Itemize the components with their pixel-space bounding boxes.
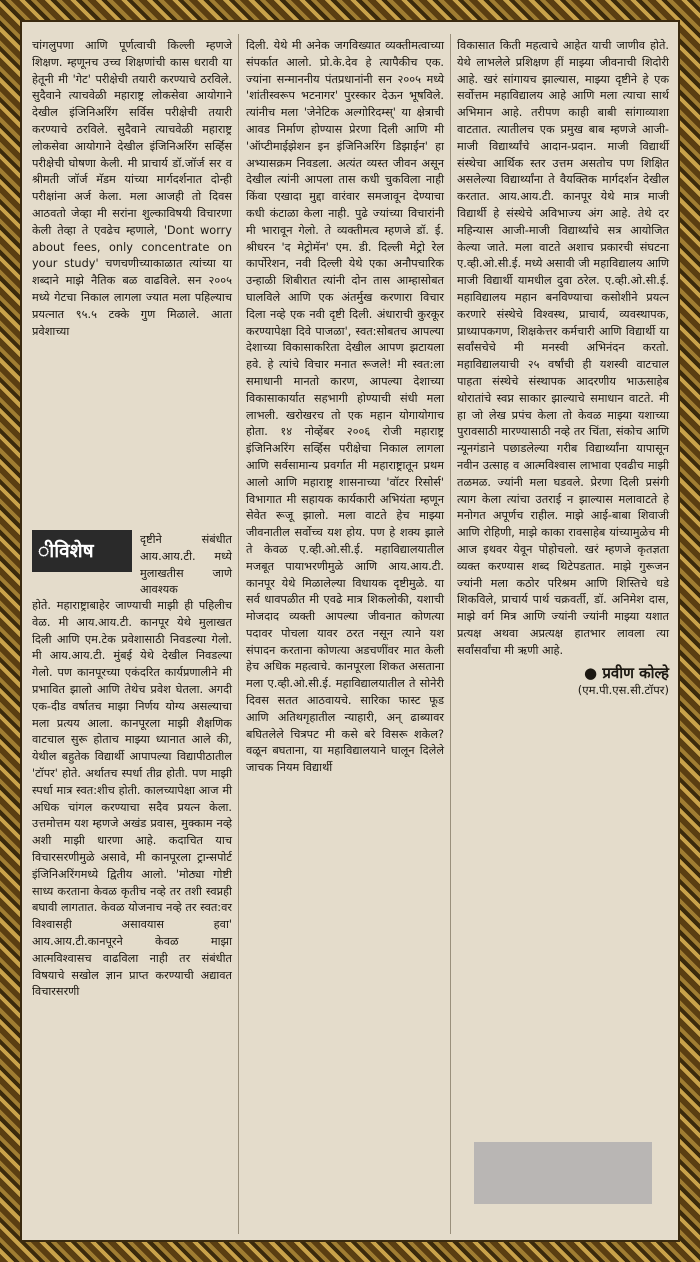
redacted-photo [474, 1142, 652, 1204]
column-rule [238, 34, 239, 1234]
column-rule [450, 34, 451, 1234]
column-3: विकासात किती महत्वाचे आहेत याची जाणीव होते. येथे लाभलेले प्रशिक्षण हीं माझ्या जीवनाची शिदोरी आहे. खरं सांगायच झाल्यास, माझ्या दृष्टीने हे एक सर्वोत्तम महाविद्यालय आहे आणि मला त्याचा सार्थ अभिमान आहे. तरीपण काही बाबी सांगाव्याशा वाटतात. त्यातीलच एक प्रमुख बाब म्हणजे आजी-माजी विद्यार्थ्यांचे आदान-प्रदान. माजी विद्यार्थी संस्थेचा आर्थिक स्तर उत्तम असतोच पण शिक्षित असलेल्या विद्यार्थ्यांना ते वैयक्तिक मार्गदर्शन देखील करतात. आय.आय.टी. कानपूर येथे मात्र माजी विद्यार्थी हे संस्थेचे अविभाज्य अंग आहे. तेथे दर महिन्यास आजी-माजी विद्यार्थ्यांचे सत्र आयोजित केल्या जाते. मला वाटते अशाच प्रकारची संघटना ए.व्ही.ओ.सी.ई. मध्ये असावी जी महाविद्यालय आणि माजी विद्यार्थी यामधील दुवा ठरेल. ए.व्ही.ओ.सी.ई. महाविद्यालय महान बनविण्याचा कसोशीने प्रयत्न करणारे संस्थेचे विश्वस्थ, प्राचार्य, व्यवस्थापक, प्राध्यापकगण, शिक्षकेत्तर कर्मचारी आणि विद्यार्थी या सर्वांसचेचे मी मनस्वी अभिनंदन करतो. महाविद्यालयाची २५ वर्षांची ही यशस्वी वाटचाल पाहता संस्थेचे संस्थापक आदरणीय भाऊसाहेब थोरातांचे स्वप्न साकार झाल्याचे समाधान वाटते. मी हा जो लेख प्रपंच केला तो केवळ माझ्या यशाच्या पुरावसाठी मारण्यासाठी नव्हे तर चिंता, संकोच आणि न्यूनगंडाने पछाडलेल्या गरीब विद्यार्थ्यांना यापासून नवीन उत्साह व आत्मविश्वास लाभावा एवढीच माझी तळमळ. ज्यांनी मला घडवले. प्रेरणा दिली प्रसंगी त्याग केला त्यांचा उतराई न झाल्यास मलावाटते हे मनोगत अपूर्णच राहील. माझे आई-बाबा शिवाजी आणि रोहिणी, माझे काका रावसाहेब यांच्यामुळेच मी आज इथवर येवून पोहोचलो. खरं म्हणजे कृतज्ञता व्यक्त करण्यास शब्द थिटेपडतात. माझे गुरूजन ज्यांनी मला कठोर परिश्रम आणि शिस्तिचे धडे शिकविले, प्राचार्य पार्थ चक्रवर्ती, डॉ. अनिमेश दास, माझे वर्ग मित्र आणि ज्यांनी ज्यांनी माझ्या यशात प्रत्यक्ष अथवा अप्रत्यक्ष हातभार लावला त्या सर्वांसर्वांचा मी ऋणी आहे. ● प्रवीण कोल्हे (एम.पी.एस.सी.टॉपर) [457, 39, 669, 698]
newspaper-clipping [22, 22, 678, 1240]
author-name: ● प्रवीण कोल्हे [584, 664, 669, 683]
section-tag: ीविशेष [32, 530, 132, 572]
column-1-bottom: होते. महाराष्ट्राबाहेर जाण्याची माझी ही पहिलीच वेळ. मी आय.आय.टी. कानपूर येथे मुलाखत दिली आणि एम.टेक प्रवेशासाठी निवडल्या गेलो. मी आय.आय.टी. मुंबई येथे देखील निवडल्या गेलो. पण कानपूरच्या एकंदरित कार्यप्रणालीने मी प्रभावित झालो आणि तेथेच प्रवेश घेतला. अगदी एक-दीड वर्षातच माझा निर्णय योग्य असल्याचा मला प्रत्यय आला. कानपूरला माझी शैक्षणिक वाटचाल सुरू होताच माझ्या ध्यानात आले की, येथील बहुतेक विद्यार्थी आपापल्या विद्यापीठातील 'टॉपर' होते. अर्थातच स्पर्धा तीव्र होती. पण माझी स्पर्धा मात्र स्वत:शीच होती. कालच्यापेक्षा आज मी अधिक चांगल करण्याचा सदैव प्रयत्न केला. उत्तमोत्तम यश म्हणजे अखंड प्रवास, मुक्काम नव्हे अशी माझी धारणा आहे. कदाचित याच विचारसरणीमुळे असावे, मी कानपूरला ट्रान्सपोर्ट इंजिनिअरिंगमध्ये द्वितीय आलो. 'मोठ्या गोष्टी साध्य करताना केवळ कृतीच नव्हे तर तशी स्वप्नही बघावी लागतात. केवळ योजनाच नव्हे तर स्वत:वर विश्वासही असावयास हवा' आय.आय.टी.कानपूरने केवळ माझा आत्मविश्वासच वाढविला नाही तर संबंधीत विषयाचे सखोल ज्ञान प्राप्त करण्याची अद्यावत विचारसरणी [32, 599, 232, 999]
column-2: दिली. येथे मी अनेक जगविख्यात व्यक्तीमत्वाच्या संपर्कात आलो. प्रो.के.देव हे त्यापैकीच एक. ज्यांना सन्माननीय पंतप्रधानांनी सन २००५ मध्ये 'शांतीस्वरूप भटनागर' पुरस्कार देऊन भूषविले. त्यांनीच मला 'जेनेटिक अल्गोरिदम्स्' या क्षेत्राची आवड निर्माण होण्यास प्रेरणा दिली आणि मी 'ऑप्टीमाईझेशन इन इंजिनिअरिंग डिझाईन' हा अभ्यासक्रम निवडला. अत्यंत व्यस्त जीवन असून देखील त्यांनी आपला तास कधी चुकविला नाही किंवा एखादा मुद्दा वारंवार समजावून देण्याचा कधी कंटाळा केला नाही. पुढे ज्यांच्या विचारांनी मी भारावून गेलो. ते व्यक्तीमत्व म्हणजे डॉ. ई. श्रीधरन 'द मेट्रोमॅन' एम. डी. दिल्ली मेट्रो रेल कार्पोरेशन, नवी दिल्ली येथे एका अनौपचारिक उन्हाळी शिबीरात त्यांनी दोन तास आम्हासोबत घालविले आणि एक अंतर्मुख करणारा विचार दिला नव्हे एक नवी दृष्टी दिली. अंधाराची कुरकूर करण्यापेक्षा दिवे पाजळा', स्वत:सोबतच आपल्या देशाच्या विकासाकरिता देखील आपण झटायला हवे. हे त्यांचे विचार मनात रूजले! मी स्वत:ला समाधानी मानतो कारण, आपल्या देशाच्या विकासाकार्यात सहभागी होण्याची संधी मला लाभली. खरोखरच तो एक महान योगायोगाच होता. १४ नोव्हेंबर २००६ रोजी महाराष्ट्र इंजिनिअरिंग सर्व्हिस परीक्षेचा निकाल लागला आणि सर्वसामान्य प्रवर्गात मी महाराष्ट्रातून प्रथम आलो आणि महाराष्ट्र शासनाच्या 'वॉटर रिसोर्स' विभागात मी सहायक कार्यकारी अभियंता म्हणून सेवेत रूजू झालो. मला वाटते हेच माझ्या जीवनातील सर्वोच्च यश होय. पण हे शक्य झाले ते केवळ ए.व्ही.ओ.सी.ई. महाविद्यालयातील मजबूत पायाभरणीमुळे आणि आय.आय.टी. कानपूर येथे मिळालेल्या विधायक दृष्टीमुळे. या सर्व धावपळीत मी एवढे मात्र शिकलोकी, यशाची मोजदाद व्यक्ती आपल्या जीवनात कोणत्या पदावर पोचला यावर ठरत नसून त्याने यश संपादन करताना कोणत्या अडचणींवर मात केली हेच अधिक महत्वाचे. कानपूरला शिकत असताना मला ए.व्ही.ओ.सी.ई. महाविद्यालयातील ते सोनेरी दिवस सतत आठवायचे. सारिका फास्ट फूड आणि अतिथगृहातील न्याहारी, अन् ढाब्यावर बघितलेले चित्रपट मी कसे बरे विसरू शकेल? वळून बघताना, या महाविद्यालयाने घालून दिलेले जाचक नियम विद्यार्थी [246, 39, 444, 775]
column-1-top: चांगलुपणा आणि पूर्णत्वाची किल्ली म्हणजे शिक्षण. म्हणूनच उच्च शिक्षणांची कास धरावी या हेतूनी मी 'गेट' परीक्षेची तयारी करण्याचे ठरविले. सुदैवाने त्याचवेळी महाराष्ट्र लोकसेवा आयोगाने देखील इंजिनिअरिंग सर्विस परीक्षेची तयारी करण्याचे ठरविले. सुदैवाने त्याचवेळी महाराष्ट्र लोकसेवा आयोगाने देखील इंजिनिअरिंग सर्व्हिस परीक्षेची घोषणा केली. मी प्राचार्य डॉ.जॉर्ज सर व श्रीमती जॉर्ज मॅडम यांच्या मार्गदर्शनात दोन्ही परीक्षांना अर्ज केला. मला आजही तो दिवस आठवतो जेव्हा मी सरांना शुल्काविषयी विचारणा केली तेव्हा ते एवढेच म्हणाले, 'Dont worry about fees, only concentrate on your study' चणचणीच्याकाळात त्यांच्या या शब्दाने माझे नैतिक बळ वाढविले. सन २००५ मध्ये गेटचा निकाल लागला ज्यात मला पहिल्याच प्रयत्नात ९५.५ टक्के गुण मिळाले. आता प्रवेशाच्या [32, 39, 232, 338]
column-1-side: दृष्टीने संबंधीत आय.आय.टी. मध्ये मुलाखतीस जाणे आवश्यक [140, 533, 232, 597]
author-subtitle: (एम.पी.एस.सी.टॉपर) [577, 683, 669, 698]
